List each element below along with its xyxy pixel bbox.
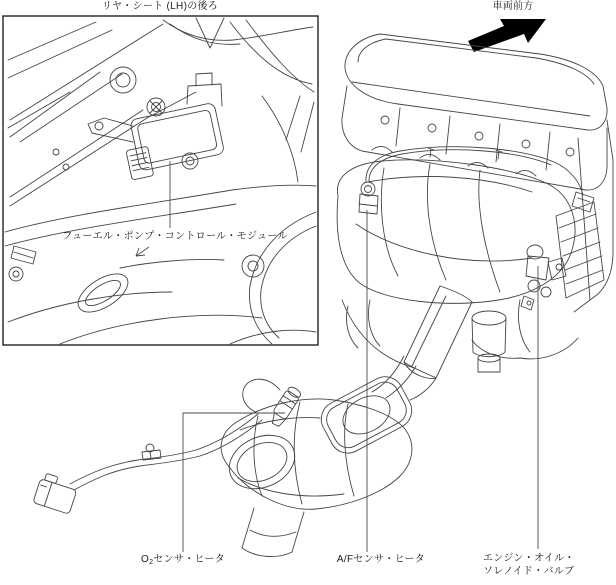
- engine-illustration: [337, 34, 613, 400]
- inset-caption: リヤ・シート (LH)の後ろ: [101, 1, 219, 12]
- exhaust-illustration: [33, 370, 418, 556]
- vehicle-front-label: 車両前方: [492, 1, 534, 12]
- o2-label-rest: センサ・ヒータ: [153, 554, 225, 565]
- solenoid-label-line1: エンジン・オイル・: [483, 553, 575, 564]
- fuel-pump-module-label: フューエル・ポンプ・コントロール・モジュール: [62, 231, 288, 242]
- engine-oil-solenoid-valve: [521, 245, 566, 310]
- o2-sensor-heater-label: [108, 553, 258, 569]
- o2-leader-line: [183, 413, 285, 552]
- drive-belt-hatched-area: [556, 202, 604, 298]
- inset-underbody-illustration: [3, 16, 318, 345]
- fuel-pump-control-module: [120, 102, 226, 180]
- engine-oil-solenoid-valve-label: [483, 552, 575, 578]
- view-direction-arrow-icon: [136, 247, 149, 256]
- o2-label-prefix: O: [141, 554, 150, 565]
- o2-label-subscript: 2: [149, 559, 154, 566]
- vehicle-front-arrow-icon: [468, 19, 546, 52]
- af-sensor-heater-label: A/Fセンサ・ヒータ: [336, 554, 426, 565]
- solenoid-label-line2: ソレノイド・バルブ: [483, 566, 575, 577]
- af-sensor: [359, 182, 378, 214]
- o2-connector: [33, 472, 79, 514]
